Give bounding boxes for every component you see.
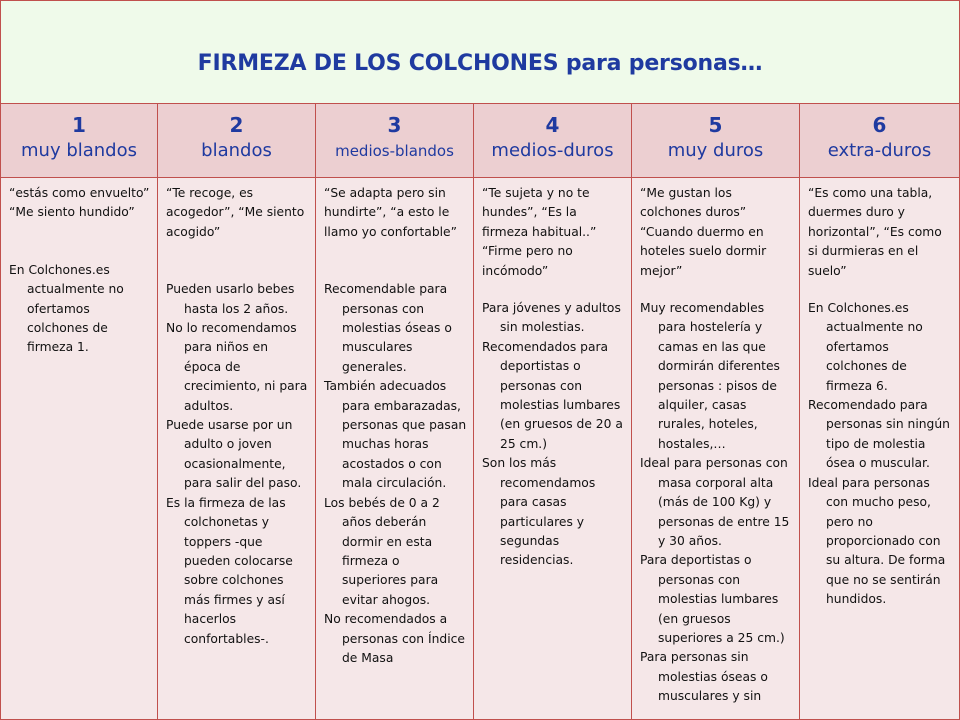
column-body	[632, 178, 799, 720]
customer-quote: “Se adapta pero sin hundirte”, “a esto le llamo yo confortable”	[324, 186, 457, 239]
column-header	[1, 104, 157, 178]
column-header	[632, 104, 799, 178]
firmness-name: medios-blandos	[335, 142, 454, 160]
recommendation-list	[640, 299, 793, 707]
customer-quote: “estás como envuelto” “Me siento hundido”	[9, 186, 150, 220]
firmness-column-1	[1, 104, 158, 720]
recommendation-item: Ideal para personas con mucho peso, pero no proporcionado con su altura. De forma que no se sentirán hundidos.	[808, 475, 946, 607]
recommendation-item: No lo recomendamos para niños en época de crecimiento, ni para adultos.	[166, 321, 308, 413]
recommendation-item: Para jóvenes y adultos sin molestias.	[482, 301, 621, 335]
recommendation-item: Recomendable para personas con molestias óseas o musculares generales.	[324, 282, 452, 374]
column-body	[1, 178, 157, 720]
firmness-name: extra-duros	[827, 140, 932, 161]
recommendation-item: Son los más recomendamos para casas particulares y segundas residencias.	[482, 456, 596, 568]
firmness-number: 4	[545, 113, 560, 137]
recommendation-list	[9, 261, 151, 358]
recommendation-list	[324, 280, 467, 668]
column-header	[474, 104, 631, 178]
recommendation-item: Recomendado para personas sin ningún tipo de molestia ósea o muscular.	[808, 398, 950, 471]
firmness-column-6	[800, 104, 959, 720]
recommendation-item: Es la firmeza de las colchonetas y toppers -que pueden colocarse sobre colchones más firmes y así hacerlos confortables-.	[166, 495, 293, 646]
recommendation-item: También adecuados para embarazadas, personas que pasan muchas horas acostados o con mala circulación.	[324, 379, 467, 491]
firmness-name: medios-duros	[491, 140, 614, 161]
title-bold: FIRMEZA DE LOS COLCHONES	[197, 50, 559, 76]
recommendation-item: En Colchones.es actualmente no ofertamos colchones de firmeza 1.	[9, 262, 124, 355]
recommendation-list	[808, 299, 953, 610]
firmness-number: 6	[872, 113, 887, 137]
recommendation-item: Muy recomendables para hostelería y camas en las que dormirán diferentes personas : pisos de alquiler, casas rurales, hoteles, hostales,…	[640, 301, 780, 451]
recommendation-item: Los bebés de 0 a 2 años deberán dormir en esta firmeza o superiores para evitar ahogos.	[324, 495, 440, 607]
recommendation-list	[482, 299, 625, 571]
customer-quote: “Te sujeta y no te hundes”, “Es la firmeza habitual..” “Firme pero no incómodo”	[482, 186, 597, 278]
recommendation-list	[166, 280, 309, 649]
customer-quote: “Es como una tabla, duermes duro y horizontal”, “Es como si durmieras en el suelo”	[808, 186, 942, 278]
customer-quote: “Te recoge, es acogedor”, “Me siento acogido”	[166, 186, 305, 239]
recommendation-item: No recomendados a personas con Índice de Masa	[324, 612, 465, 665]
firmness-number: 1	[72, 113, 86, 137]
recommendation-item: Para deportistas o personas con molestias lumbares (en gruesos superiores a 25 cm.)	[640, 553, 785, 645]
firmness-number: 5	[708, 113, 723, 137]
firmness-column-4	[474, 104, 632, 720]
recommendation-item: Puede usarse por un adulto o joven ocasionalmente, para salir del paso.	[166, 418, 302, 491]
column-header	[800, 104, 959, 178]
firmness-column-5	[632, 104, 800, 720]
firmness-number: 3	[387, 113, 402, 137]
slide-title	[198, 51, 763, 76]
column-header	[158, 104, 315, 178]
recommendation-item: En Colchones.es actualmente no ofertamos colchones de firmeza 6.	[808, 301, 923, 393]
firmness-number: 2	[229, 113, 244, 137]
title-banner	[1, 1, 959, 104]
column-body	[800, 178, 959, 720]
column-body	[316, 178, 473, 720]
recommendation-item: Recomendados para deportistas o personas con molestias lumbares (en gruesos de 20 a 25 cm.)	[482, 339, 623, 451]
recommendation-item: Pueden usarlo bebes hasta los 2 años.	[166, 282, 295, 316]
firmness-name: muy blandos	[21, 140, 137, 161]
recommendation-item: Para personas sin molestias óseas o musculares y sin	[640, 650, 768, 704]
column-header	[316, 104, 473, 178]
column-body	[474, 178, 631, 720]
firmness-name: blandos	[201, 140, 272, 161]
customer-quote: “Me gustan los colchones duros” “Cuando duermo en hoteles suelo dormir mejor”	[640, 186, 767, 278]
title-rest: para personas…	[558, 50, 763, 76]
firmness-name: muy duros	[667, 140, 764, 161]
firmness-column-2	[158, 104, 316, 720]
recommendation-item: Ideal para personas con masa corporal alta (más de 100 Kg) y personas de entre 15 y 30 años.	[640, 456, 790, 548]
column-body	[158, 178, 315, 720]
firmness-column-3	[316, 104, 474, 720]
